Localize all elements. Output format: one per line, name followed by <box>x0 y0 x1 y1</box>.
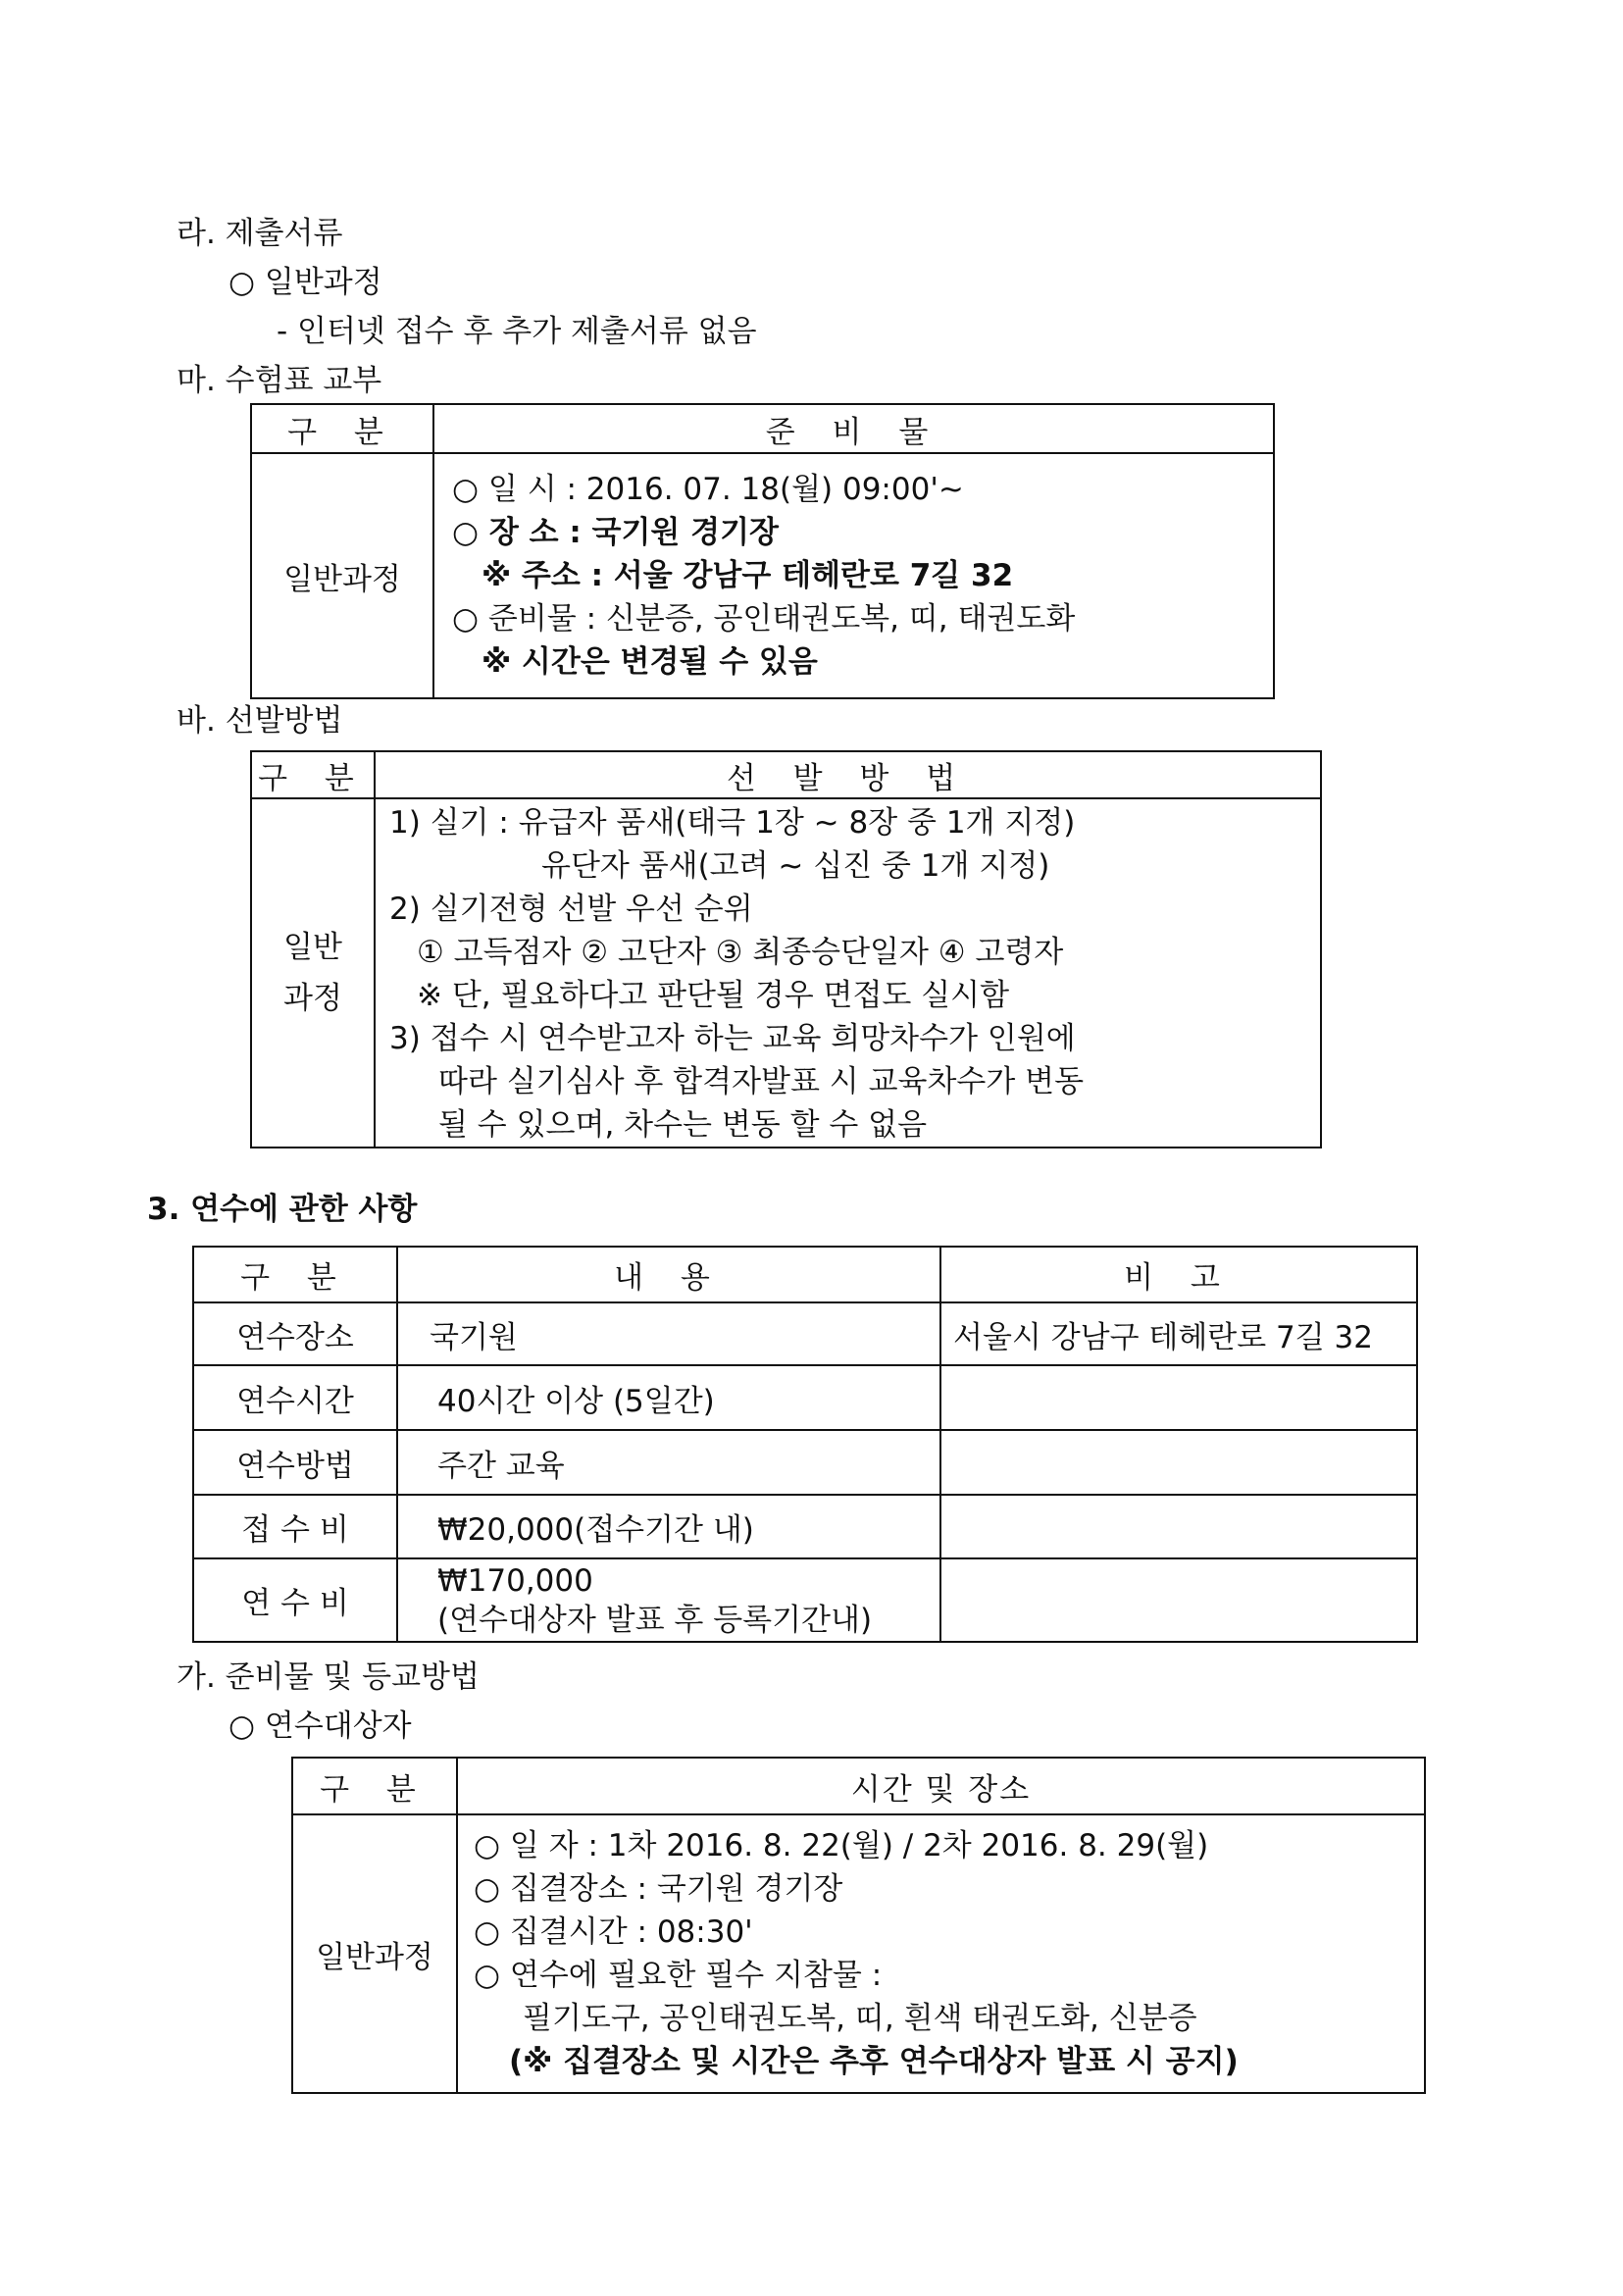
required-items-title: ○ 연수에 필요한 필수 지참물 : <box>474 1958 883 1993</box>
row-note: 서울시 강남구 테헤란로 7길 32 <box>940 1302 1417 1365</box>
practical-exam-dan-line: 유단자 품새(고려 ~ 십진 중 1개 지정) <box>541 848 1050 884</box>
section-ba-title: 바. 선발방법 <box>177 703 343 739</box>
row-content: ₩20,000(접수기간 내) <box>397 1495 940 1558</box>
training-fee-condition: (연수대상자 발표 후 등록기간내) <box>437 1602 873 1638</box>
date-line: ○ 일 자 : 1차 2016. 8. 22(월) / 2차 2016. 8. 29(월) <box>474 1828 1209 1863</box>
row-content <box>397 1558 940 1642</box>
table-row <box>193 1495 1417 1558</box>
priority-list: ① 고득점자 ② 고단자 ③ 최종승단일자 ④ 고령자 <box>417 935 1064 970</box>
selection-method-table <box>250 750 1322 1148</box>
section-ra-title: 라. 제출서류 <box>177 216 343 251</box>
header-category: 구 분 <box>292 1758 457 1814</box>
category-line-1: 일반 <box>283 930 342 965</box>
row-note <box>940 1558 1417 1642</box>
priority-title: 2) 실기전형 선발 우선 순위 <box>389 892 753 927</box>
table-row <box>193 1365 1417 1430</box>
address-note: ※ 주소 : 서울 강남구 테헤란로 7길 32 <box>482 558 1014 593</box>
header-time-place: 시간 및 장소 <box>457 1758 1425 1814</box>
method-cell <box>375 798 1321 1148</box>
header-category: 구 분 <box>251 751 375 798</box>
section-ra-subtitle: ○ 일반과정 <box>228 265 382 300</box>
header-content: 내 용 <box>397 1247 940 1302</box>
category-cell: 일반과정 <box>292 1814 457 2093</box>
header-method: 선 발 방 법 <box>375 751 1321 798</box>
session-note-line-1: 3) 접수 시 연수받고자 하는 교육 희망차수가 인원에 <box>389 1021 1076 1056</box>
row-content: 40시간 이상 (5일간) <box>397 1365 940 1430</box>
category-cell: 일반과정 <box>251 453 433 698</box>
row-note <box>940 1365 1417 1430</box>
schedule-line: ○ 일 시 : 2016. 07. 18(월) 09:00'~ <box>452 472 964 507</box>
row-label: 접 수 비 <box>193 1495 397 1558</box>
details-cell <box>457 1814 1425 2093</box>
place-line: ○ 장 소 : 국기원 경기장 <box>452 515 779 550</box>
table-row <box>193 1558 1417 1642</box>
table-row <box>193 1430 1417 1495</box>
section-ga-title: 가. 준비물 및 등교방법 <box>177 1659 480 1695</box>
section-3-title: 3. 연수에 관한 사항 <box>147 1192 418 1227</box>
prep-items-line: ○ 준비물 : 신분증, 공인태권도복, 띠, 태권도화 <box>452 601 1076 637</box>
section-ra-item: - 인터넷 접수 후 추가 제출서류 없음 <box>277 314 757 349</box>
header-category: 구 분 <box>193 1247 397 1302</box>
section-ma-title: 마. 수험표 교부 <box>177 363 382 398</box>
section-ga-subtitle: ○ 연수대상자 <box>228 1709 412 1744</box>
training-info-table <box>192 1246 1418 1643</box>
row-note <box>940 1495 1417 1558</box>
row-content: 국기원 <box>397 1302 940 1365</box>
session-note-line-3: 될 수 있으며, 차수는 변동 할 수 없음 <box>438 1107 928 1143</box>
table-row <box>193 1302 1417 1365</box>
header-items: 준 비 물 <box>433 404 1274 453</box>
category-line-2: 과정 <box>283 981 342 1016</box>
training-fee-amount: ₩170,000 <box>437 1562 593 1599</box>
row-label: 연수시간 <box>193 1365 397 1430</box>
row-label: 연수방법 <box>193 1430 397 1495</box>
required-items-list: 필기도구, 공인태권도복, 띠, 흰색 태권도화, 신분증 <box>523 2001 1197 2036</box>
attendance-table <box>291 1757 1426 2094</box>
notice-line: (※ 집결장소 및 시간은 추후 연수대상자 발표 시 공지) <box>509 2044 1239 2079</box>
row-note <box>940 1430 1417 1495</box>
row-content: 주간 교육 <box>397 1430 940 1495</box>
interview-note: ※ 단, 필요하다고 판단될 경우 면접도 실시함 <box>417 978 1010 1013</box>
items-cell <box>433 453 1274 698</box>
header-category: 구 분 <box>251 404 433 453</box>
meeting-place-line: ○ 집결장소 : 국기원 경기장 <box>474 1871 843 1907</box>
row-label: 연수장소 <box>193 1302 397 1365</box>
header-note: 비 고 <box>940 1247 1417 1302</box>
meeting-time-line: ○ 집결시간 : 08:30' <box>474 1914 753 1950</box>
category-cell <box>251 798 375 1148</box>
practical-exam-line: 1) 실기 : 유급자 품새(태극 1장 ~ 8장 중 1개 지정) <box>389 805 1076 841</box>
exam-ticket-table <box>250 403 1275 699</box>
row-label: 연 수 비 <box>193 1558 397 1642</box>
session-note-line-2: 따라 실기심사 후 합격자발표 시 교육차수가 변동 <box>438 1064 1085 1099</box>
time-change-note: ※ 시간은 변경될 수 있음 <box>482 644 818 680</box>
